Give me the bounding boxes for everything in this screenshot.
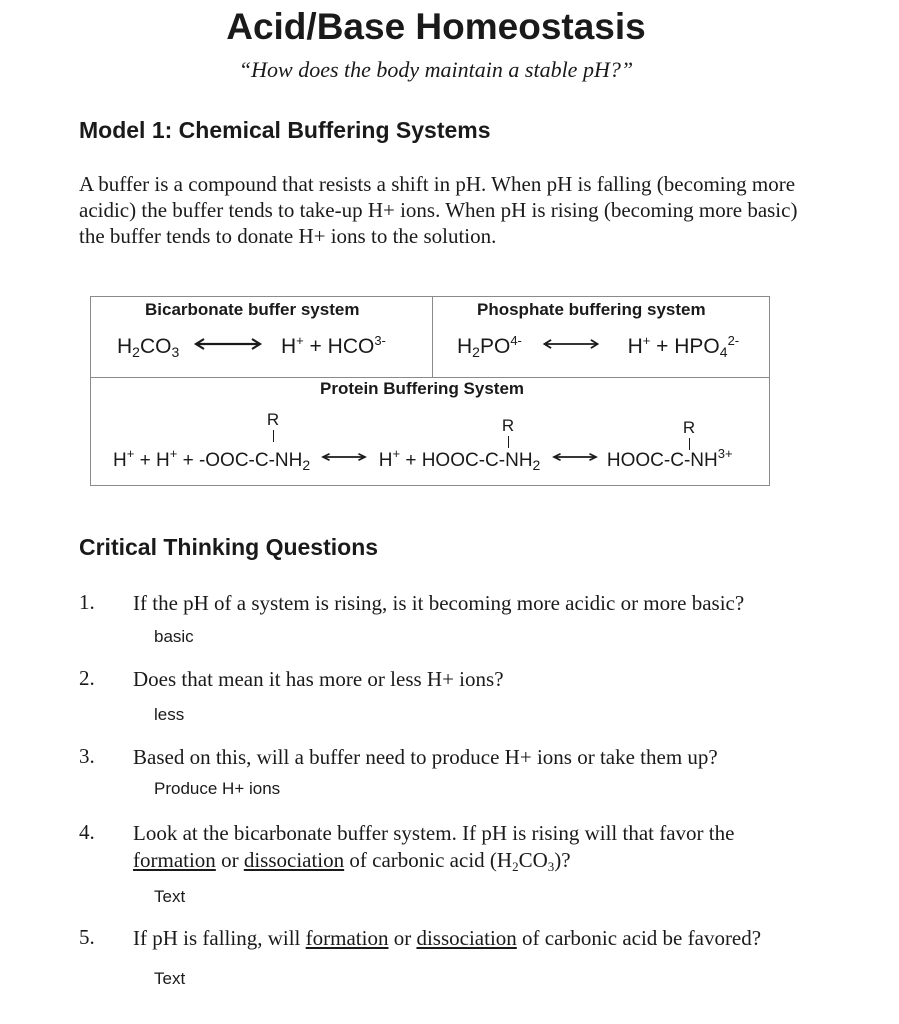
questions-heading: Critical Thinking Questions (79, 534, 379, 560)
question-text-part: or (393, 926, 412, 950)
question-text-part: Look at the bicarbonate buffer system. If pH is rising will that favor the (133, 821, 735, 845)
bicarbonate-products: $H^+ + HCO^{3-}$ (280, 333, 386, 358)
phosphate-heading: Phosphate buffering system (477, 300, 706, 319)
r-group-label: R (682, 418, 696, 437)
question-text (133, 820, 813, 874)
answer-field[interactable]: less (154, 705, 185, 724)
protein-stage-1: $H^+ + H^+ + -OOC-C-NH_2$ (113, 446, 311, 473)
answer-field[interactable]: Produce H+ ions (154, 779, 281, 798)
bicarbonate-equation (117, 335, 386, 359)
question-text: Does that mean it has more or less H+ ions? (133, 667, 504, 691)
question-number: 3. (79, 744, 95, 768)
phosphate-equation (457, 335, 739, 359)
double-arrow-icon (321, 451, 367, 463)
bicarbonate-reactant: $H_2CO_3$ (117, 335, 180, 360)
question-number: 1. (79, 590, 95, 614)
question-number: 5. (79, 925, 95, 949)
protein-stage-3: HOOC-$C-NH^{3+}$ (606, 446, 733, 471)
page-subtitle: “How does the body maintain a stable pH?” (238, 57, 634, 82)
double-arrow-icon (193, 338, 263, 350)
question-text-part: or (221, 848, 239, 872)
intro-paragraph: A buffer is a compound that resists a shift in pH. When pH is falling (becoming more acidic) the buffer tends to take-up H+ ions. When pH is rising (becoming more basic) the buffer tends to donate H+ ions to the solution. (79, 172, 798, 248)
bicarbonate-heading: Bicarbonate buffer system (145, 300, 360, 319)
protein-heading: Protein Buffering System (320, 379, 525, 398)
buffer-systems-table (90, 296, 770, 486)
r-group-label: R (501, 416, 515, 435)
answer-field[interactable]: basic (154, 627, 194, 646)
question-text: If the pH of a system is rising, is it becoming more acidic or more basic? (133, 591, 745, 615)
answer-field[interactable]: Text (154, 887, 186, 906)
r-group-label: R (266, 410, 280, 429)
double-arrow-icon (542, 338, 600, 350)
answer-field[interactable]: Text (154, 969, 186, 988)
r-group-bond (508, 436, 509, 448)
question-text-part: of carbonic acid be favored? (522, 926, 762, 950)
double-arrow-icon (552, 451, 598, 463)
r-group-bond (689, 438, 690, 450)
table-column-divider (432, 297, 433, 377)
phosphate-reactant: $H_2PO^{4-}$ (457, 333, 522, 360)
underlined-term: formation (133, 848, 216, 872)
protein-equation (113, 446, 733, 473)
question-text: Based on this, will a buffer need to produce H+ ions or take them up? (133, 745, 718, 769)
underlined-term: dissociation (243, 848, 345, 872)
phosphate-products: $H^+ + HPO_4^{2-}$ (627, 333, 740, 360)
underlined-term: formation (305, 926, 389, 950)
question-text-part: If pH is falling, will (133, 926, 301, 950)
model-heading: Model 1: Chemical Buffering Systems (79, 117, 491, 143)
question-text (133, 925, 813, 952)
r-group-bond (273, 430, 274, 442)
protein-stage-2: H+ + HOOC-$C-NH_2$ (378, 446, 541, 473)
underlined-term: dissociation (416, 926, 517, 950)
page-title: Acid/Base Homeostasis (226, 6, 646, 47)
question-text-part: of carbonic acid $(H_2CO_3)$? (349, 848, 571, 874)
question-number: 2. (79, 666, 95, 690)
question-number: 4. (79, 820, 95, 844)
